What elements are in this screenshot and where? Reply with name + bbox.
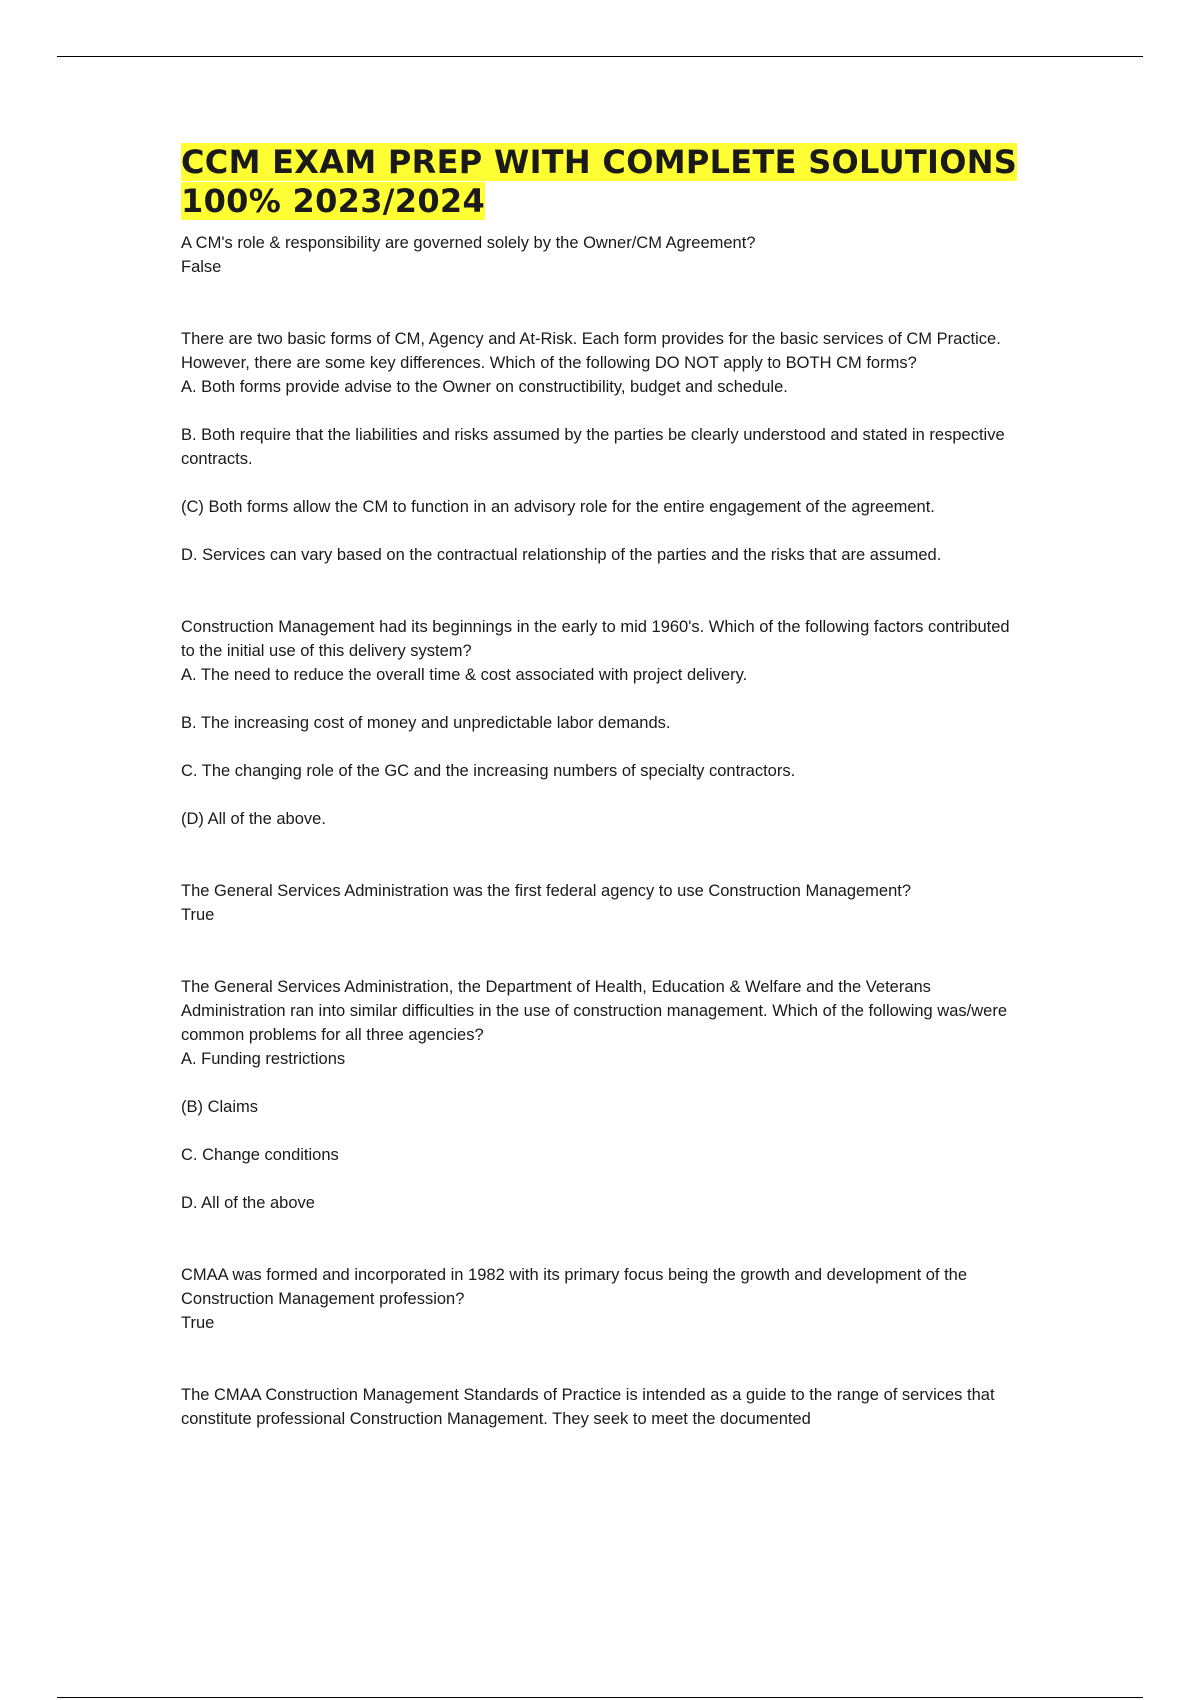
question-text: A CM's role & responsibility are governed solely by the Owner/CM Agreement? <box>181 234 756 252</box>
option-a: A. Funding restrictions <box>181 1050 346 1068</box>
question-6 <box>181 1263 1021 1335</box>
question-4 <box>181 879 1021 927</box>
question-text: The CMAA Construction Management Standards of Practice is intended as a guide to the range of services that constitute professional Construction Management. They seek to meet the documented <box>181 1386 995 1428</box>
title-line-2: 100% 2023/2024 <box>181 182 486 220</box>
question-text: Construction Management had its beginnings in the early to mid 1960's. Which of the following factors contributed to the initial use of this delivery system? <box>181 618 1010 660</box>
question-1 <box>181 231 1021 279</box>
question-text: CMAA was formed and incorporated in 1982 with its primary focus being the growth and development of the Construction Management profession? <box>181 1266 968 1308</box>
question-text: The General Services Administration was the first federal agency to use Construction Management? <box>181 882 912 900</box>
option-d: D. All of the above <box>181 1194 315 1212</box>
title-line-1: CCM EXAM PREP WITH COMPLETE SOLUTIONS <box>181 143 1018 181</box>
option-b: B. Both require that the liabilities and risks assumed by the parties be clearly understood and stated in respective contracts. <box>181 426 1005 468</box>
answer-text: False <box>181 258 222 276</box>
option-a: A. The need to reduce the overall time & cost associated with project delivery. <box>181 666 748 684</box>
question-3 <box>181 615 1021 831</box>
option-c: C. Change conditions <box>181 1146 339 1164</box>
option-c: (C) Both forms allow the CM to function in an advisory role for the entire engagement of the agreement. <box>181 498 935 516</box>
question-5 <box>181 975 1021 1215</box>
option-d: D. Services can vary based on the contractual relationship of the parties and the risks that are assumed. <box>181 546 942 564</box>
option-b: B. The increasing cost of money and unpredictable labor demands. <box>181 714 671 732</box>
document-title <box>181 143 1021 221</box>
qa-list <box>181 231 1021 1431</box>
question-text: The General Services Administration, the Department of Health, Education & Welfare and the Veterans Administration ran into similar difficulties in the use of construction management. Which of the following was/were common problems for all three agencies? <box>181 978 1007 1044</box>
option-b: (B) Claims <box>181 1098 258 1116</box>
option-a: A. Both forms provide advise to the Owner on constructibility, budget and schedule. <box>181 378 788 396</box>
question-text: There are two basic forms of CM, Agency and At-Risk. Each form provides for the basic services of CM Practice. However, there are some key differences. Which of the following DO NOT apply to BOTH CM forms? <box>181 330 1001 372</box>
top-rule <box>57 56 1143 57</box>
document-body <box>181 143 1021 1431</box>
option-c: C. The changing role of the GC and the increasing numbers of specialty contractors. <box>181 762 796 780</box>
option-d: (D) All of the above. <box>181 810 326 828</box>
answer-text: True <box>181 906 215 924</box>
bottom-rule <box>57 1697 1143 1698</box>
answer-text: True <box>181 1314 215 1332</box>
question-2 <box>181 327 1021 567</box>
question-7 <box>181 1383 1021 1431</box>
